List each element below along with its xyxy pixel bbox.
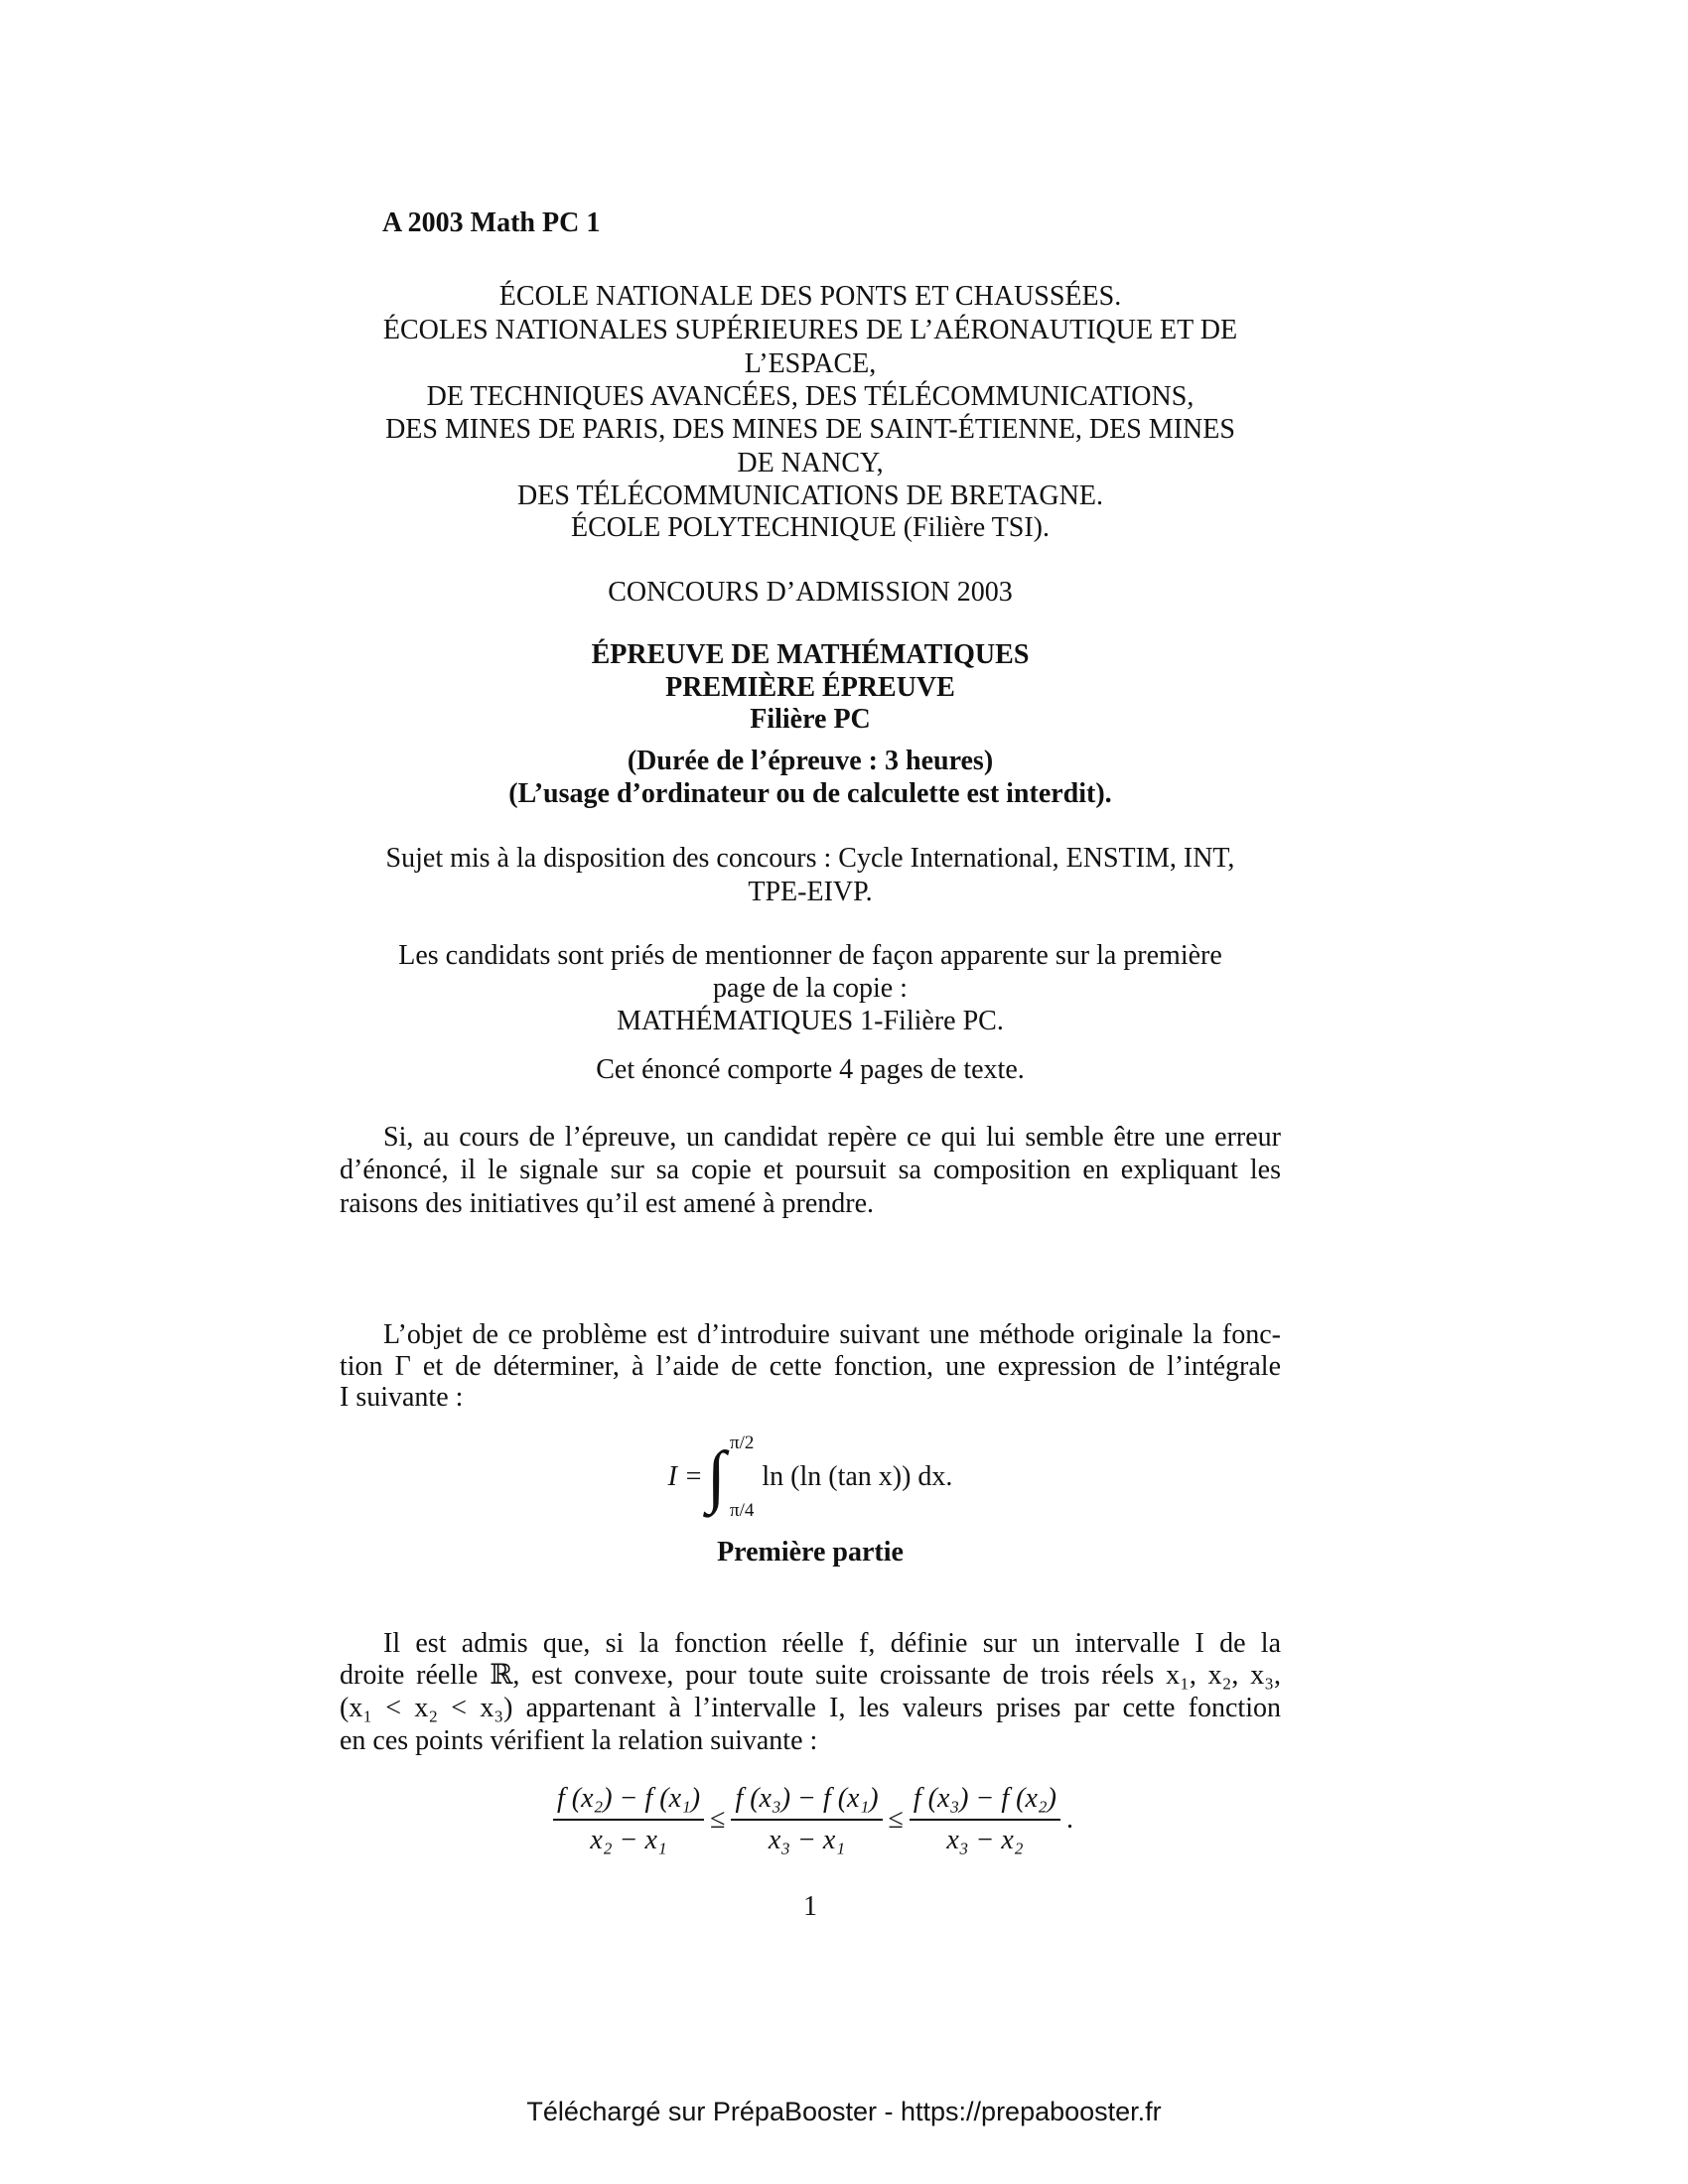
convexity-inequality bbox=[340, 1782, 1281, 1857]
exam-filiere: Filière PC bbox=[750, 704, 871, 735]
exam-subtitle: PREMIÈRE ÉPREUVE bbox=[665, 672, 955, 703]
period: . bbox=[1065, 1804, 1073, 1835]
denominator: x₃ − x₂ bbox=[946, 1825, 1024, 1855]
section-title: Première partie bbox=[717, 1537, 904, 1568]
paragraph-line: Si, au cours de l’épreuve, un candidat repère ce qui lui semble être une erreur bbox=[383, 1122, 1281, 1153]
paragraph-line: Il est admis que, si la fonction réelle f, définie sur un intervalle I de la bbox=[383, 1628, 1281, 1659]
sujet-line: TPE-EIVP. bbox=[748, 877, 873, 907]
paragraph-line: d’énoncé, il le signale sur sa copie et poursuit sa composition en expliquant les bbox=[340, 1155, 1281, 1185]
integrand: ln (ln (tan x)) dx. bbox=[762, 1460, 953, 1492]
download-footer: Téléchargé sur PrépaBooster - https://prepabooster.fr bbox=[526, 2097, 1162, 2126]
school-line: L’ESPACE, bbox=[744, 348, 877, 379]
sujet-line: Sujet mis à la disposition des concours : Cycle International, ENSTIM, INT, bbox=[385, 843, 1235, 874]
paragraph-line: raisons des initiatives qu’il est amené à prendre. bbox=[340, 1188, 875, 1219]
integral-formula bbox=[340, 1430, 1281, 1524]
school-line: DES MINES DE PARIS, DES MINES DE SAINT-ÉTIENNE, DES MINES bbox=[385, 414, 1235, 445]
lower-limit: π/4 bbox=[729, 1499, 755, 1521]
numerator: f (x₃) − f (x₁) bbox=[731, 1783, 882, 1821]
concours: CONCOURS D’ADMISSION 2003 bbox=[608, 577, 1013, 608]
exam-code: A 2003 Math PC 1 bbox=[382, 207, 601, 238]
integral-sign-icon: ∫ bbox=[706, 1437, 726, 1515]
paragraph-line: tion Γ et de déterminer, à l’aide de cette fonction, une expression de l’intégrale bbox=[340, 1351, 1281, 1382]
candidats-line: MATHÉMATIQUES 1-Filière PC. bbox=[617, 1006, 1004, 1036]
integral-limits bbox=[730, 1433, 754, 1522]
integral-lhs: I = bbox=[667, 1460, 703, 1492]
fraction bbox=[910, 1783, 1060, 1856]
school-line: ÉCOLE NATIONALE DES PONTS ET CHAUSSÉES. bbox=[498, 281, 1122, 312]
calculator-notice: (L’usage d’ordinateur ou de calculette est interdit). bbox=[508, 778, 1112, 809]
candidats-line: Les candidats sont priés de mentionner de façon apparente sur la première bbox=[398, 940, 1222, 971]
candidats-line: page de la copie : bbox=[713, 973, 908, 1004]
exam-title: ÉPREUVE DE MATHÉMATIQUES bbox=[591, 639, 1030, 670]
paragraph-line: droite réelle ℝ, est convexe, pour toute suite croissante de trois réels x₁, x₂, x₃, bbox=[340, 1660, 1281, 1691]
duration: (Durée de l’épreuve : 3 heures) bbox=[627, 746, 994, 776]
numerator: f (x₂) − f (x₁) bbox=[553, 1783, 704, 1821]
paragraph-line: L’objet de ce problème est d’introduire suivant une méthode originale la fonc- bbox=[383, 1319, 1281, 1350]
school-line: DE TECHNIQUES AVANCÉES, DES TÉLÉCOMMUNICATIONS, bbox=[426, 381, 1195, 412]
fraction bbox=[553, 1783, 704, 1856]
upper-limit: π/2 bbox=[729, 1432, 755, 1453]
leq-operator: ≤ bbox=[888, 1804, 904, 1835]
school-line: DES TÉLÉCOMMUNICATIONS DE BRETAGNE. bbox=[517, 480, 1103, 511]
fraction bbox=[731, 1783, 882, 1856]
school-line: ÉCOLE POLYTECHNIQUE (Filière TSI). bbox=[571, 512, 1050, 543]
leq-operator: ≤ bbox=[710, 1804, 726, 1835]
denominator: x₃ − x₁ bbox=[768, 1825, 846, 1855]
paragraph-line: (x₁ < x₂ < x₃) appartenant à l’intervalle I, les valeurs prises par cette fonction bbox=[340, 1693, 1281, 1723]
paragraph-line: en ces points vérifient la relation suivante : bbox=[340, 1725, 818, 1756]
pages-note: Cet énoncé comporte 4 pages de texte. bbox=[596, 1054, 1025, 1085]
denominator: x₂ − x₁ bbox=[590, 1825, 667, 1855]
numerator: f (x₃) − f (x₂) bbox=[910, 1783, 1060, 1821]
school-line: ÉCOLES NATIONALES SUPÉRIEURES DE L’AÉRONAUTIQUE ET DE bbox=[382, 315, 1238, 345]
paragraph-line: I suivante : bbox=[340, 1382, 464, 1413]
school-line: DE NANCY, bbox=[737, 448, 884, 478]
page-number: 1 bbox=[803, 1891, 817, 1922]
